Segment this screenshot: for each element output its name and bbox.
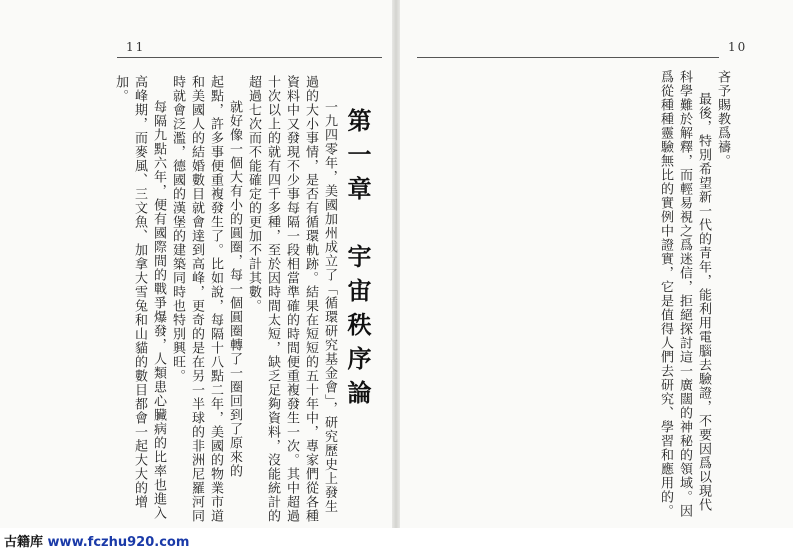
watermark-site: www.fczhu920.com: [47, 535, 190, 550]
left-header-rule: [117, 57, 382, 58]
left-text-line: 高峰期，而麥風、三文魚、加拿大雪兔和山貓的數目都會一起大大的增: [132, 75, 147, 509]
right-page-number: 10: [728, 40, 748, 54]
left-text-line: 每隔九點六年，便有國際間的戰爭爆發，人類患心臟病的比率也進入: [151, 100, 166, 520]
right-text-line: 科學難於解釋，而輕易視之爲迷信，拒絕探討這一廣闊的神秘的領域。因: [677, 70, 692, 518]
left-text-line: 十次以上的就有四千多種，至於因時間太短，缺乏足夠資料，沒能統計的: [265, 75, 280, 523]
watermark-brand: 古籍库: [4, 535, 44, 550]
left-text-line: 加。: [113, 75, 128, 103]
left-text-line: 起點，許多事便重複發生了。比如說，每隔十八點二年，美國的物業市道: [208, 75, 223, 523]
left-text-line: 就好像一個大有小的圓圈，每一個圓圈轉了一圈回到了原來的: [227, 100, 242, 478]
left-text-line: 一九四零年，美國加州成立了「循環研究基金會」，研究歷史上發生: [322, 100, 337, 514]
right-header-rule: [417, 57, 719, 58]
right-page: [398, 0, 793, 530]
left-page-number: 11: [126, 40, 146, 54]
left-text-line: 超過七次而不能確定的更加不計其數。: [246, 75, 261, 313]
left-text-line: 過的大小事情，是否有循環軌跡。結果在短短的五十年中，專家們從各種: [303, 75, 318, 523]
left-text-line: 資料中又發現不少事每隔一段相當準確的時間便重複發生一次。其中超過: [284, 75, 299, 523]
chapter-title: 第一章 宇宙秩序論: [343, 108, 372, 414]
left-text-line: 和美國人的結婚數目就會達到高峰，更奇的是在另一半球的非洲尼羅河同: [189, 75, 204, 523]
right-text-line: 最後，特別希望新一代的青年，能利用電腦去驗證，不要因爲以現代: [696, 92, 711, 512]
right-text-line: 爲從種種靈驗無比的實例中證實，它是值得人們去研究、學習和應用的。: [658, 70, 673, 518]
right-text-line: 吝予賜教爲禱。: [715, 70, 730, 168]
left-text-line: 時就會泛濫，德國的漢堡的建築同時也特別興旺。: [170, 75, 185, 383]
book-gutter: [392, 0, 400, 530]
watermark: [4, 531, 189, 550]
